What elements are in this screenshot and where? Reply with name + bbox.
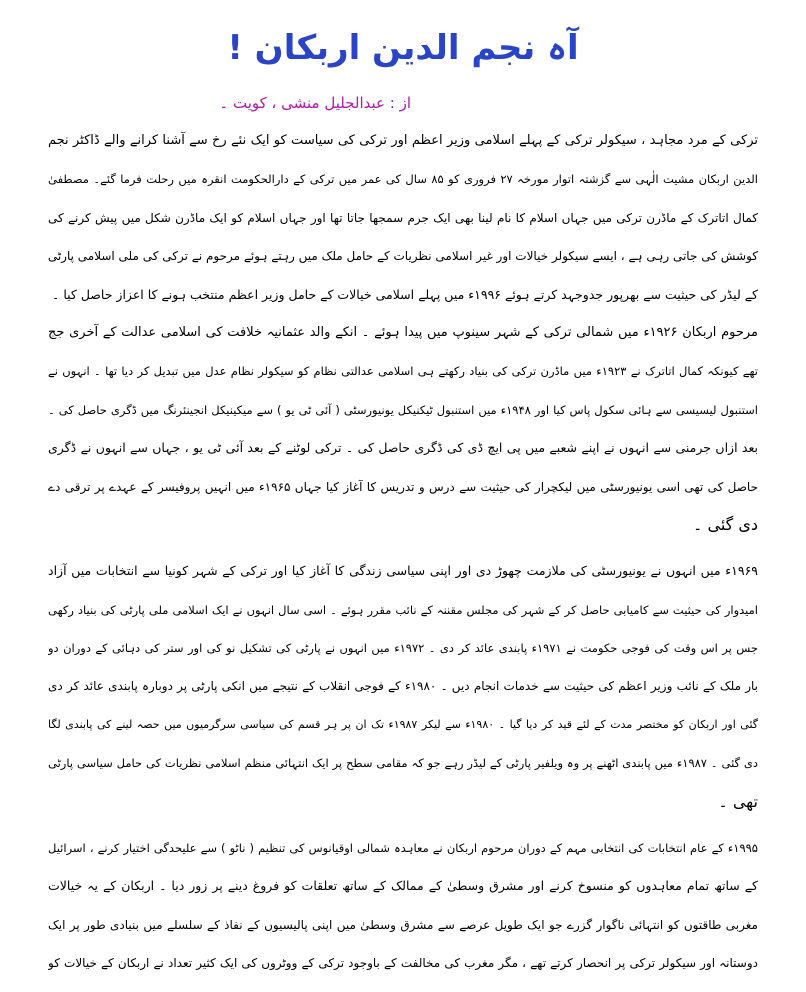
text-line: کے ساتھ تمام معاہدوں کو منسوخ کرنے اور مشرق وسطیٰ کے ممالک کے ساتھ تعلقات کو فروغ دینے پر زور دیا ۔ اربکان کے یہ خیالات <box>48 878 758 894</box>
text-line: تھے کیونکہ کمال اتاترک نے ۱۹۲۳ء میں ماڈرن ترکی کی بنیاد رکھتے ہی اسلامی عدالتی نظام کو سیکولر نظام عدل میں تبدیل کر دیا تھا ۔ انہوں نے <box>48 364 758 379</box>
text-line: دی گئی ۔ <box>693 514 758 534</box>
text-line: امیدوار کی حیثیت سے کامیابی حاصل کر کے شہر کی مجلس مقننہ کے نائب مقرر ہوئے ۔ اسی سال انہوں نے ایک اسلامی ملی پارٹی کی بنیاد رکھی <box>48 602 758 617</box>
text-line: بعد ازاں جرمنی سے انہوں نے اپنے شعبے میں پی ایچ ڈی کی ڈگری حاصل کی ۔ ترکی لوٹنے کے بعد آئی ٹی یو ، جہاں سے انہوں نے ڈگری <box>48 440 758 456</box>
text-line: گئی اور اربکان کو مختصر مدت کے لئے قید کر دیا گیا ۔ ۱۹۸۰ء سے لیکر ۱۹۸۷ء تک ان پر ہر قسم کی سیاسی سرگرمیوں میں حصہ لینے کی پابندی لگا <box>48 717 758 731</box>
text-line: ترکی کے مرد مجاہد ، سیکولر ترکی کے پہلے اسلامی وزیر اعظم اور ترکی کی سیاست کو ایک نئے رخ سے آشنا کرانے والے ڈاکٹر نجم <box>48 133 758 148</box>
article-body <box>48 122 758 990</box>
article-byline: از : عبدالجلیل منشی ، کویت ۔ <box>219 94 411 112</box>
paragraph <box>48 552 758 821</box>
paragraph <box>48 122 758 314</box>
text-line: حاصل کی تھی اسی یونیورسٹی میں لیکچرار کی حیثیت سے درس و تدریس کا آغاز کیا جہاں ۱۹۶۵ء میں انہیں پروفیسر کے عہدے پر ترقی دے <box>48 479 758 494</box>
text-line: تھی ۔ <box>718 791 758 811</box>
text-line: کوشش کی جاتی رہی ہے ، ایسے سیکولر خیالات اور غیر اسلامی نظریات کے حامل ملک میں رہتے ہوئے مرحوم نے ترکی کی ملی اسلامی پارٹی <box>48 249 758 264</box>
text-line: کمال اتاترک کے ماڈرن ترکی میں جہاں اسلام کا نام لینا بھی ایک جرم سمجھا جاتا تھا اور جہاں اسلام کو ایک ماڈرن شکل میں پیش کرنے کی <box>48 210 758 225</box>
text-line: ۱۹۶۹ء میں انہوں نے یونیورسٹی کی ملازمت چھوڑ دی اور اپنی سیاسی زندگی کا آغاز کیا اور ترکی کے شہر کونیا سے انتخابات میں آزاد <box>48 563 758 579</box>
text-line: ۱۹۹۵ء کے عام انتخابات کی انتخابی مہم کے دوران مرحوم اربکان نے معاہدہ شمالی اوقیانوس کی تنظیم ( ناٹو ) سے علیحدگی اختیار کرنے ، اسرائیل <box>48 841 758 856</box>
text-line: دوستانہ اور سیکولر ترکی پر انحصار کرتے تھے ، مگر مغرب کی مخالفت کے باوجود ترکی کے ووٹروں کی ایک کثیر تعداد نے اربکان کے خیالات کو <box>48 956 758 971</box>
text-line: الدین اربکان مشیت الٰہی سے گزشتہ اتوار مورخہ ۲۷ فروری کو ۸۵ سال کی عمر میں ترکی کے دارالحکومت انقرہ میں رحلت فرما گئے۔ مصطفیٰ <box>48 172 758 187</box>
paragraph-gap <box>48 821 758 829</box>
text-line: مغربی طاقتوں کو انتہائی ناگوار گزرے جو ایک طویل عرصے سے مشرق وسطیٰ میں اپنی پالیسیوں کے نفاذ کے سلسلے میں بنیادی طور پر ایک <box>48 917 758 932</box>
paragraph <box>48 829 758 983</box>
text-line: کے لیڈر کی حیثیت سے بھرپور جدوجہد کرتے ہوئے ۱۹۹۶ء میں پہلے اسلامی خیالات کے حامل وزیر اعظم منتخب ہونے کا اعزاز حاصل کیا ۔ <box>52 286 758 302</box>
text-line: جس پر اس وقت کی فوجی حکومت نے ۱۹۷۱ء پابندی عائد کر دی ۔ ۱۹۷۲ء میں انہوں نے پارٹی کی تشکیل نو کی اور ستر کی دہائی کے دوران دو <box>48 641 758 656</box>
article-title: آہ نجم الدین اربکان ! <box>227 28 579 68</box>
paragraph-gap <box>48 544 758 552</box>
text-line: مرحوم اربکان ۱۹۲۶ء میں شمالی ترکی کے شہر سینوپ میں پیدا ہوئے ۔ انکے والد عثمانیہ خلافت کی اسلامی عدالت کے آخری جج <box>48 324 758 340</box>
paragraph <box>48 314 758 544</box>
text-line: استنبول لیسیسی سے ہائی سکول پاس کیا اور ۱۹۴۸ء میں استنبول ٹیکنیکل یونیورسٹی ( آئی ٹی یو ) سے میکینیکل انجینئرنگ میں ڈگری حاصل کی ۔ <box>48 402 758 417</box>
text-line: بار ملک کے نائب وزیر اعظم کی حیثیت سے خدمات انجام دیں ۔ ۱۹۸۰ء کے فوجی انقلاب کے نتیجے میں انکی پارٹی پر دوبارہ پابندی عائد کر دی <box>48 679 758 694</box>
text-line: دی گئی ۔ ۱۹۸۷ء میں پابندی اٹھنے پر وہ ویلفیر پارٹی کے لیڈر رہے جو کہ مقامی سطح پر ایک انتہائی منظم اسلامی نظریات کی حامل سیاسی پارٹی <box>48 756 758 771</box>
